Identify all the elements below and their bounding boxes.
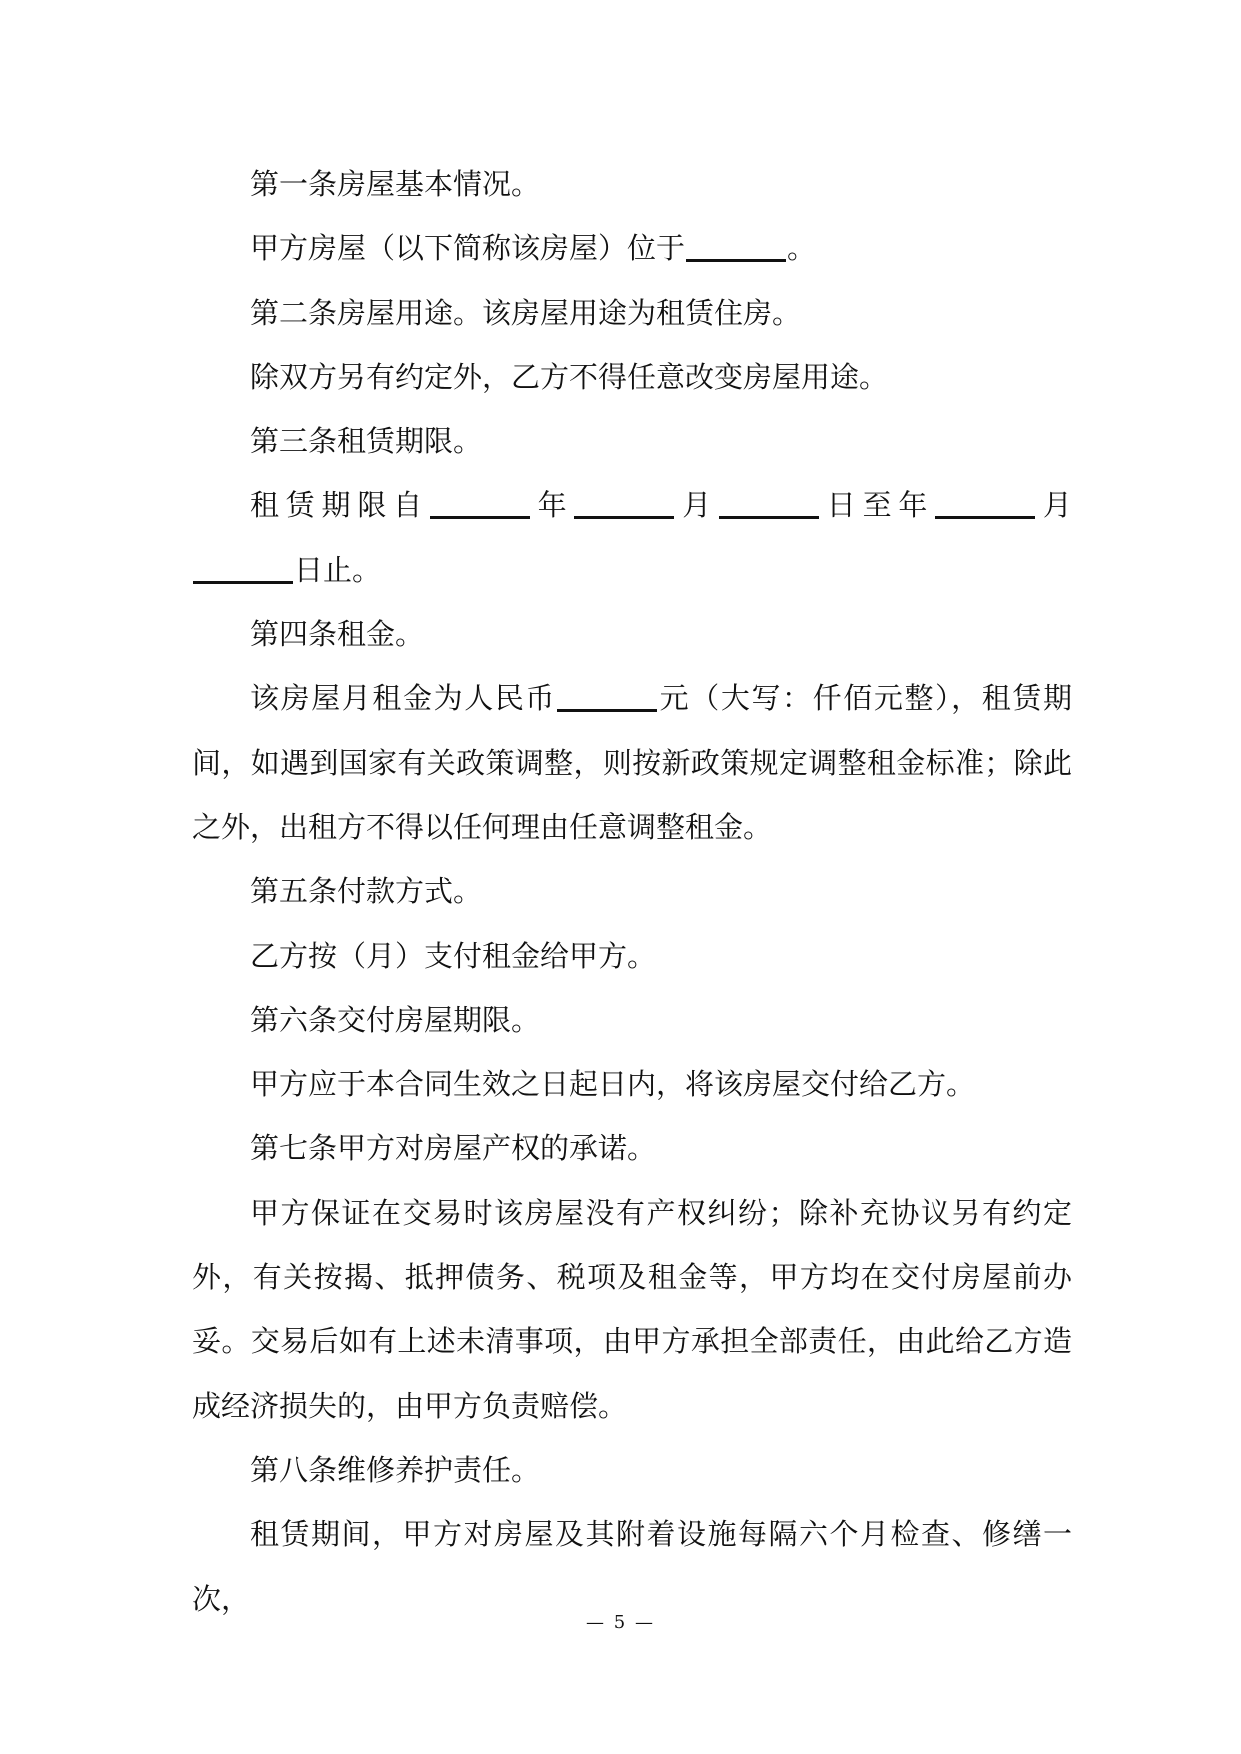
blank-start-year <box>430 487 530 519</box>
clause-6-heading <box>192 988 1072 1052</box>
paragraph-text: 第六条交付房屋期限。 <box>250 1002 541 1037</box>
clause-4-heading <box>192 602 1072 666</box>
paragraph-text: 第八条维修养护责任。 <box>250 1452 541 1487</box>
usage-paragraph <box>192 345 1072 409</box>
paragraph-text: 甲方房屋（以下简称该房屋）位于 <box>250 231 686 266</box>
contract-body <box>192 152 1072 1631</box>
payment-paragraph <box>192 924 1072 988</box>
delivery-paragraph <box>192 1052 1072 1116</box>
clause-8-heading <box>192 1438 1072 1502</box>
paragraph-text: 甲方应于本合同生效之日起日内，将该房屋交付给乙方。 <box>250 1067 976 1102</box>
clause-5-heading <box>192 859 1072 923</box>
blank-end-month <box>193 552 293 584</box>
paragraph-text: 第一条房屋基本情况。 <box>250 167 541 201</box>
rent-paragraph <box>192 666 1072 859</box>
paragraph-text: 日止。 <box>294 552 382 587</box>
blank-rent-amount <box>557 680 657 712</box>
lease-term-paragraph <box>192 473 1072 602</box>
paragraph-text: 月 <box>675 488 719 523</box>
paragraph-text: 甲方保证在交易时该房屋没有产权纠纷；除补充协议另有约定外，有关按揭、抵押债务、税项及租金等，甲方均在交付房屋前办妥。交易后如有上述未清事项，由甲方承担全部责任，由此给乙方造成经济损失的，由甲方负责赔偿。 <box>192 1195 1072 1423</box>
page-number: — 5 — <box>586 1612 655 1633</box>
blank-location <box>686 230 786 262</box>
paragraph-text: 第三条租赁期限。 <box>250 424 483 459</box>
paragraph-text: 月 <box>1036 488 1072 523</box>
paragraph-text: 第二条房屋用途。该房屋用途为租赁住房。 <box>250 295 802 330</box>
paragraph-text: 乙方按（月）支付租金给甲方。 <box>250 938 657 973</box>
title-guarantee-paragraph <box>192 1181 1072 1438</box>
paragraph-text: 租赁期间，甲方对房屋及其附着设施每隔六个月检查、修缮一次， <box>192 1517 1072 1616</box>
blank-start-month <box>574 487 674 519</box>
blank-end-year <box>935 487 1035 519</box>
paragraph-text: 第四条租金。 <box>250 617 425 652</box>
paragraph-text: 年 <box>530 488 574 523</box>
paragraph-text: 。 <box>787 231 817 266</box>
clause-7-heading <box>192 1116 1072 1180</box>
paragraph-text: 第七条甲方对房屋产权的承诺。 <box>250 1131 657 1166</box>
paragraph-text: 该房屋月租金为人民币 <box>250 681 557 716</box>
paragraph-text: 日至年 <box>820 488 935 523</box>
paragraph-text: 第五条付款方式。 <box>250 874 483 909</box>
clause-1-heading <box>192 152 1072 216</box>
clause-3-heading <box>192 409 1072 473</box>
paragraph-text: 元（大写：仟佰元整），租赁期间，如遇到国家有关政策调整，则按新政策规定调整租金标准；除此之外，出租方不得以任何理由任意调整租金。 <box>192 681 1072 844</box>
clause-2-heading <box>192 281 1072 345</box>
blank-start-day <box>719 487 819 519</box>
paragraph-text: 除双方另有约定外，乙方不得任意改变房屋用途。 <box>250 359 889 394</box>
paragraph-text: 租赁期限自 <box>250 488 429 523</box>
house-location-paragraph <box>192 216 1072 280</box>
